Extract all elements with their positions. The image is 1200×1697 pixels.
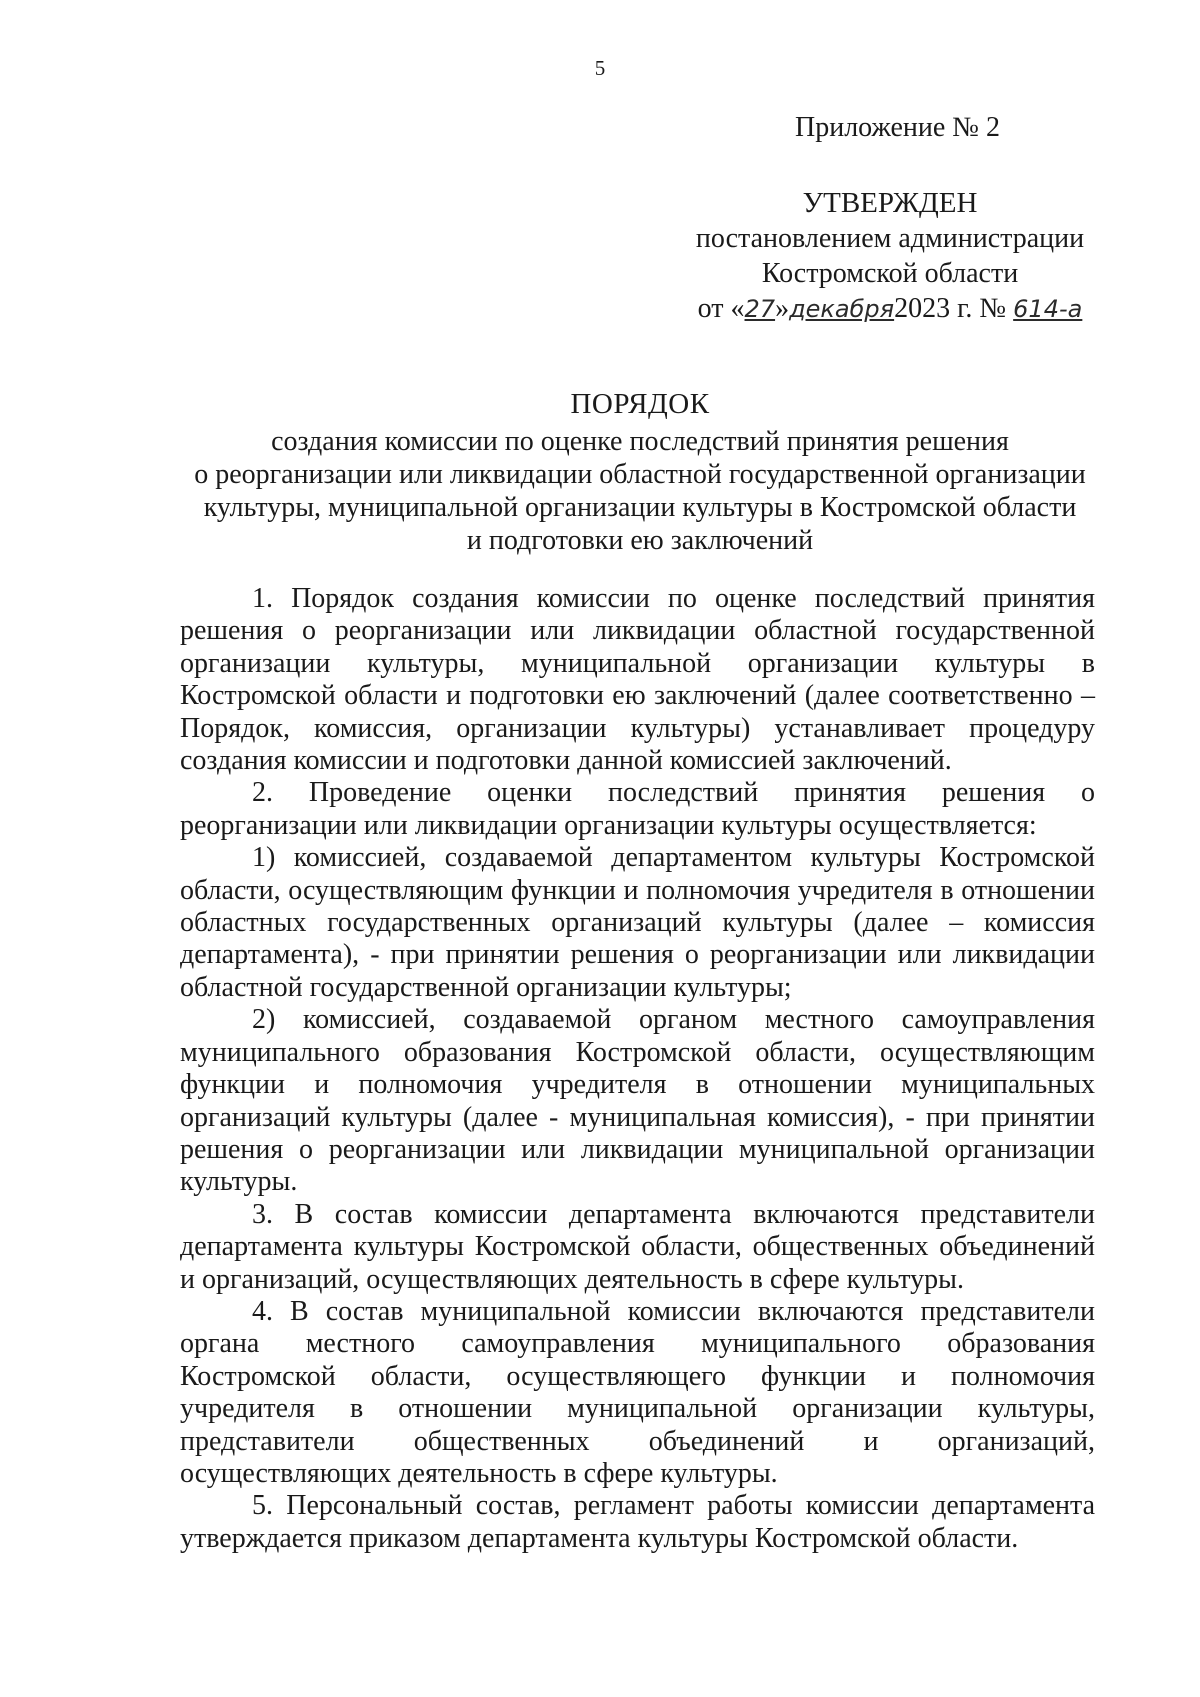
document-title-block [160, 388, 1120, 557]
handwritten-day: 27 [744, 295, 776, 323]
page-number: 5 [594, 56, 606, 80]
approval-stamp-block [690, 186, 1090, 327]
paragraph: 2) комиссией, создаваемой органом местного самоуправления муниципального образования Костромской области, осуществляющим функции и полномочия учредителя в отношении муниципальных организаций культуры (далее - муниципальная комиссия), - при принятии решения о реорганизации или ликвидации муниципальной организации культуры. [180, 1004, 1095, 1198]
approval-date-line [690, 291, 1090, 327]
paragraph: 4. В состав муниципальной комиссии включаются представители органа местного самоуправления муниципального образования Костромской области, осуществляющего функции и полномочия учредителя в отношении муниципальной организации культуры, представители общественных объединений и организаций, осуществляющих деятельность в сфере культуры. [180, 1295, 1095, 1489]
approval-line-2: Костромской области [761, 258, 1019, 289]
document-title: ПОРЯДОК [570, 388, 710, 420]
paragraph: 1) комиссией, создаваемой департаментом культуры Костромской области, осуществляющим функции и полномочия учредителя в отношении областных государственных организаций культуры (далее – комиссия департамента), - при принятии решения о реорганизации или ликвидации областной государственной организации культуры; [180, 842, 1095, 1003]
paragraph: 1. Порядок создания комиссии по оценке последствий принятия решения о реорганизации или ликвидации областной государственной организации культуры, муниципальной организации культуры в Костромской области и подготовки ею заключений (далее соответственно – Порядок, комиссия, организации культуры) устанавливает процедуру создания комиссии и подготовки данной комиссией заключений. [180, 583, 1095, 777]
document-subtitle-line: создания комиссии по оценке последствий принятия решения [271, 426, 1009, 457]
approval-line-1: постановлением администрации [695, 223, 1085, 254]
handwritten-month: декабря [789, 295, 895, 323]
document-subtitle-line: о реорганизации или ликвидации областной государственной организации [194, 459, 1086, 490]
date-prefix: от « [697, 293, 745, 324]
appendix-label: Приложение № 2 [795, 112, 1000, 143]
paragraph: 5. Персональный состав, регламент работы комиссии департамента утверждается приказом департамента культуры Костромской области. [180, 1490, 1095, 1554]
document-subtitle-line: и подготовки ею заключений [466, 525, 814, 556]
paragraph: 2. Проведение оценки последствий принятия решения о реорганизации или ликвидации организации культуры осуществляется: [180, 777, 1095, 841]
approved-title: УТВЕРЖДЕН [802, 187, 978, 219]
date-year: 2023 г. № [894, 293, 1007, 324]
date-mid: » [775, 293, 790, 324]
document-body [180, 583, 1095, 1555]
paragraph: 3. В состав комиссии департамента включаются представители департамента культуры Костромской области, общественных объединений и организаций, осуществляющих деятельность в сфере культуры. [180, 1198, 1095, 1295]
handwritten-number: 614-а [1013, 295, 1083, 323]
document-subtitle-line: культуры, муниципальной организации культуры в Костромской области [203, 492, 1077, 523]
